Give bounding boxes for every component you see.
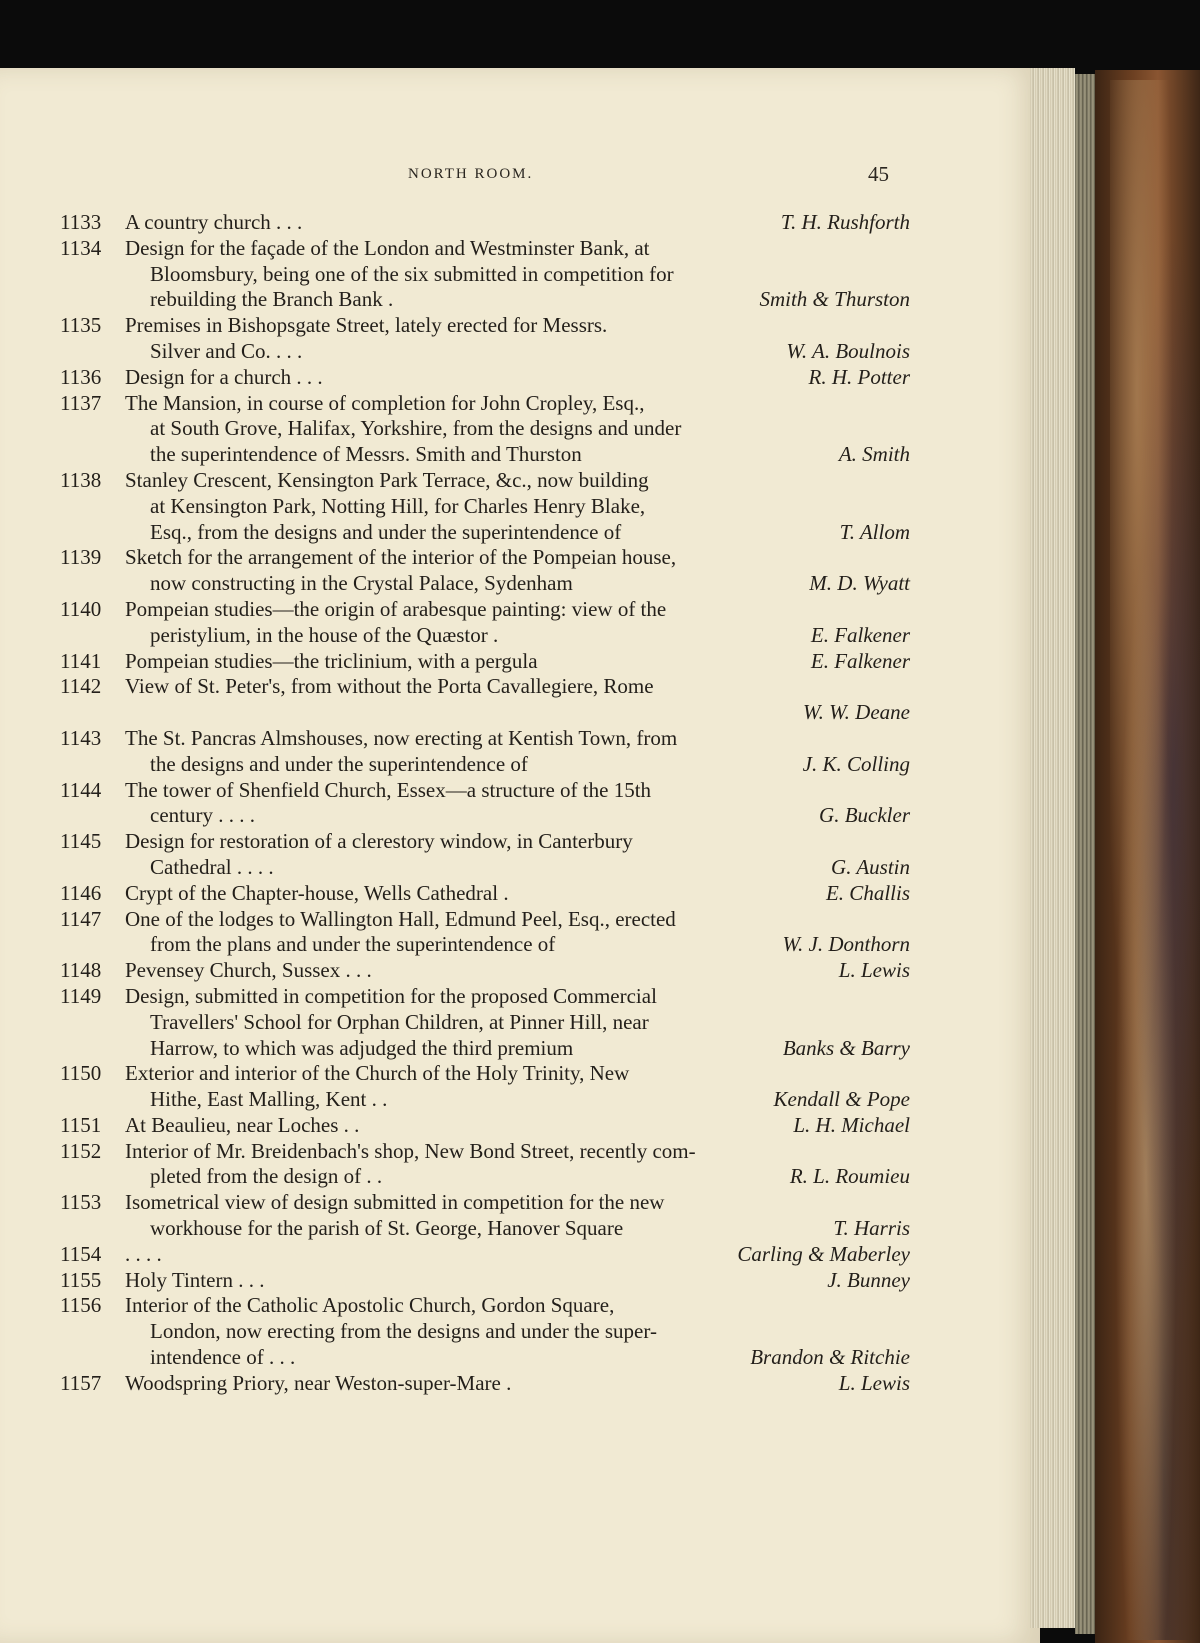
entry-number: 1153 (60, 1190, 102, 1215)
catalogue-entry (60, 907, 910, 959)
page-edges (1030, 68, 1075, 1628)
catalogue-entry (60, 1190, 910, 1242)
entry-title-line: View of St. Peter's, from without the Porta Cavallegiere, Rome (125, 674, 654, 699)
entry-row (60, 339, 910, 365)
entry-row (60, 855, 910, 881)
entry-title-line: now constructing in the Crystal Palace, Sydenham (150, 571, 573, 596)
entry-row (60, 1061, 910, 1087)
catalogue-entry (60, 365, 910, 391)
entry-artist: R. H. Potter (808, 364, 910, 389)
entry-title-line: Interior of the Catholic Apostolic Church, Gordon Square, (125, 1293, 615, 1318)
entry-row (60, 287, 910, 313)
entry-artist: L. H. Michael (793, 1112, 910, 1137)
entry-title-line: Travellers' School for Orphan Children, at Pinner Hill, near (150, 1009, 649, 1034)
entry-title-line: Isometrical view of design submitted in competition for the new (125, 1190, 665, 1215)
catalogue-entry (60, 1113, 910, 1139)
running-head: NORTH ROOM. (408, 166, 534, 182)
entry-row (60, 571, 910, 597)
entry-number: 1137 (60, 390, 102, 415)
entry-title-line: Stanley Crescent, Kensington Park Terrace, &c., now building (125, 467, 649, 492)
entry-row (60, 1164, 910, 1190)
entry-artist: R. L. Roumieu (789, 1164, 910, 1189)
entry-row (60, 700, 910, 726)
entry-row (60, 1371, 910, 1397)
entry-title-line: Woodspring Priory, near Weston-super-Mare . (125, 1370, 512, 1395)
catalogue-entry (60, 1371, 910, 1397)
catalogue-entry (60, 649, 910, 675)
entry-row (60, 1216, 910, 1242)
entry-title-line: at South Grove, Halifax, Yorkshire, from the designs and under (150, 416, 682, 441)
entry-title-line: . . . . (125, 1241, 162, 1266)
entry-artist: M. D. Wyatt (809, 571, 910, 596)
entry-title-line: The St. Pancras Almshouses, now erecting at Kentish Town, from (125, 725, 678, 750)
entry-artist: Carling & Maberley (737, 1241, 910, 1266)
catalogue-entry (60, 468, 910, 545)
entry-title-line: the designs and under the superintendence of (150, 751, 528, 776)
entry-title-line: peristylium, in the house of the Quæstor . (150, 622, 499, 647)
entry-row (60, 649, 910, 675)
entry-title-line: Design for a church . . . (125, 364, 323, 389)
catalogue-entry (60, 391, 910, 468)
entry-row (60, 881, 910, 907)
entry-number: 1134 (60, 235, 102, 260)
entry-row (60, 829, 910, 855)
entry-title-line: Sketch for the arrangement of the interior of the Pompeian house, (125, 545, 677, 570)
catalogue-entry (60, 313, 910, 365)
entry-row (60, 1293, 910, 1319)
entry-artist: W. W. Deane (803, 700, 910, 725)
entry-title-line: A country church . . . (125, 210, 303, 234)
entry-title-line: Bloomsbury, being one of the six submitted in competition for (150, 261, 674, 286)
entry-number: 1138 (60, 467, 102, 492)
entry-title-line: the superintendence of Messrs. Smith and Thurston (150, 442, 582, 467)
entry-number: 1148 (60, 958, 102, 983)
entry-title-line: workhouse for the parish of St. George, Hanover Square (150, 1216, 624, 1241)
entry-title-line: Hithe, East Malling, Kent . . (150, 1087, 388, 1112)
entry-title-line: Holy Tintern . . . (125, 1267, 265, 1292)
catalogue-entry (60, 545, 910, 597)
entry-number: 1139 (60, 545, 102, 570)
entry-row (60, 262, 910, 288)
entry-number: 1136 (60, 364, 102, 389)
entry-title-line: century . . . . (150, 803, 255, 828)
entry-title-line: at Kensington Park, Notting Hill, for Charles Henry Blake, (150, 493, 646, 518)
entry-title-line: Harrow, to which was adjudged the third premium (150, 1035, 574, 1060)
entry-row (60, 1139, 910, 1165)
entry-artist: E. Challis (825, 880, 910, 905)
entry-row (60, 907, 910, 933)
entry-title-line: Cathedral . . . . (150, 854, 274, 879)
entry-artist: E. Falkener (810, 648, 910, 673)
entry-row (60, 726, 910, 752)
entry-artist: Brandon & Ritchie (750, 1345, 910, 1370)
page-number: 45 (868, 162, 889, 186)
entry-number: 1147 (60, 906, 102, 931)
catalogue-entry (60, 958, 910, 984)
entry-row (60, 1010, 910, 1036)
entry-row (60, 365, 910, 391)
entry-title-line: One of the lodges to Wallington Hall, Edmund Peel, Esq., erected (125, 906, 676, 931)
entry-row (60, 416, 910, 442)
entry-row (60, 391, 910, 417)
page-edges-shadow (1075, 74, 1095, 1634)
entry-artist: Smith & Thurston (759, 287, 910, 312)
entry-artist: J. Bunney (827, 1267, 910, 1292)
entry-title-line: The tower of Shenfield Church, Essex—a structure of the 15th (125, 777, 652, 802)
entry-row (60, 520, 910, 546)
entry-row (60, 984, 910, 1010)
catalogue-entry (60, 1061, 910, 1113)
entry-number: 1142 (60, 674, 102, 699)
entry-row (60, 1113, 910, 1139)
entry-row (60, 597, 910, 623)
entry-number: 1140 (60, 596, 102, 621)
catalogue-entry (60, 1139, 910, 1191)
entry-title-line: Design for restoration of a clerestory window, in Canterbury (125, 829, 633, 854)
entry-number: 1155 (60, 1267, 102, 1292)
catalogue-entry (60, 674, 910, 726)
entry-number: 1149 (60, 983, 102, 1008)
entry-title-line: Exterior and interior of the Church of the Holy Trinity, New (125, 1061, 630, 1086)
entry-number: 1144 (60, 777, 102, 802)
catalogue-entry (60, 829, 910, 881)
catalogue-entry (60, 778, 910, 830)
entry-row (60, 313, 910, 339)
entry-number: 1146 (60, 880, 102, 905)
entry-artist: L. Lewis (838, 958, 910, 983)
entry-title-line: Design, submitted in competition for the proposed Commercial (125, 983, 657, 1008)
page-header (0, 162, 1040, 192)
entry-artist: W. A. Boulnois (786, 338, 910, 363)
entry-number: 1150 (60, 1061, 102, 1086)
entry-title-line: Interior of Mr. Breidenbach's shop, New Bond Street, recently com- (125, 1138, 696, 1163)
entry-title-line: intendence of . . . (150, 1345, 296, 1370)
catalogue-entry (60, 726, 910, 778)
entry-artist: L. Lewis (838, 1370, 910, 1395)
entry-title-line: Design for the façade of the London and Westminster Bank, at (125, 235, 650, 260)
entry-title-line: Esq., from the designs and under the superintendence of (150, 519, 622, 544)
catalogue-entry (60, 1293, 910, 1370)
entry-title-line: Silver and Co. . . . (150, 338, 303, 363)
entry-title-line: Pompeian studies—the origin of arabesque painting: view of the (125, 596, 667, 621)
entry-row (60, 752, 910, 778)
catalogue-entries (60, 210, 910, 1397)
entry-row (60, 674, 910, 700)
entry-row (60, 442, 910, 468)
entry-artist: E. Falkener (810, 622, 910, 647)
entry-title-line: Pevensey Church, Sussex . . . (125, 958, 372, 983)
entry-row (60, 623, 910, 649)
entry-number: 1154 (60, 1241, 102, 1266)
entry-title-line: Pompeian studies—the triclinium, with a pergula (125, 648, 538, 673)
entry-number: 1152 (60, 1138, 102, 1163)
entry-number: 1133 (60, 210, 102, 234)
entry-number: 1156 (60, 1293, 102, 1318)
entry-title-line: from the plans and under the superintendence of (150, 932, 556, 957)
entry-number: 1143 (60, 725, 102, 750)
entry-title-line: Crypt of the Chapter-house, Wells Cathedral . (125, 880, 509, 905)
entry-artist: Banks & Barry (782, 1035, 910, 1060)
entry-title-line: pleted from the design of . . (150, 1164, 383, 1189)
entry-row (60, 494, 910, 520)
entry-row (60, 545, 910, 571)
entry-row (60, 1242, 910, 1268)
entry-row (60, 468, 910, 494)
entry-artist: W. J. Donthorn (782, 932, 910, 957)
catalogue-entry (60, 1242, 910, 1268)
entry-row (60, 958, 910, 984)
entry-artist: G. Buckler (819, 803, 910, 828)
entry-number: 1151 (60, 1112, 102, 1137)
entry-title-line: London, now erecting from the designs and under the super- (150, 1319, 657, 1344)
catalogue-entry (60, 210, 910, 236)
entry-row (60, 236, 910, 262)
entry-row (60, 210, 910, 236)
entry-row (60, 1036, 910, 1062)
entry-row (60, 1087, 910, 1113)
entry-row (60, 1345, 910, 1371)
entry-row (60, 1190, 910, 1216)
catalogue-entry (60, 236, 910, 313)
entry-artist: Kendall & Pope (773, 1087, 910, 1112)
catalogue-entry (60, 1268, 910, 1294)
catalogue-entry (60, 881, 910, 907)
entry-artist: T. Allom (839, 519, 910, 544)
catalogue-entry (60, 597, 910, 649)
entry-row (60, 932, 910, 958)
entry-artist: J. K. Colling (802, 751, 910, 776)
entry-number: 1135 (60, 313, 102, 338)
entry-title-line: rebuilding the Branch Bank . (150, 287, 394, 312)
entry-artist: G. Austin (831, 854, 910, 879)
entry-row (60, 803, 910, 829)
entry-title-line: At Beaulieu, near Loches . . (125, 1112, 360, 1137)
entry-number: 1157 (60, 1370, 102, 1395)
entry-number: 1141 (60, 648, 102, 673)
entry-title-line: The Mansion, in course of completion for John Cropley, Esq., (125, 390, 645, 415)
entry-number: 1145 (60, 829, 102, 854)
entry-title-line: Premises in Bishopsgate Street, lately erected for Messrs. (125, 313, 608, 338)
entry-row (60, 1268, 910, 1294)
entry-artist: A. Smith (838, 442, 910, 467)
entry-artist: T. H. Rushforth (780, 210, 910, 234)
entry-row (60, 1319, 910, 1345)
entry-row (60, 778, 910, 804)
entry-artist: T. Harris (833, 1216, 910, 1241)
catalogue-entry (60, 984, 910, 1061)
marbled-endpaper (1110, 80, 1200, 1640)
